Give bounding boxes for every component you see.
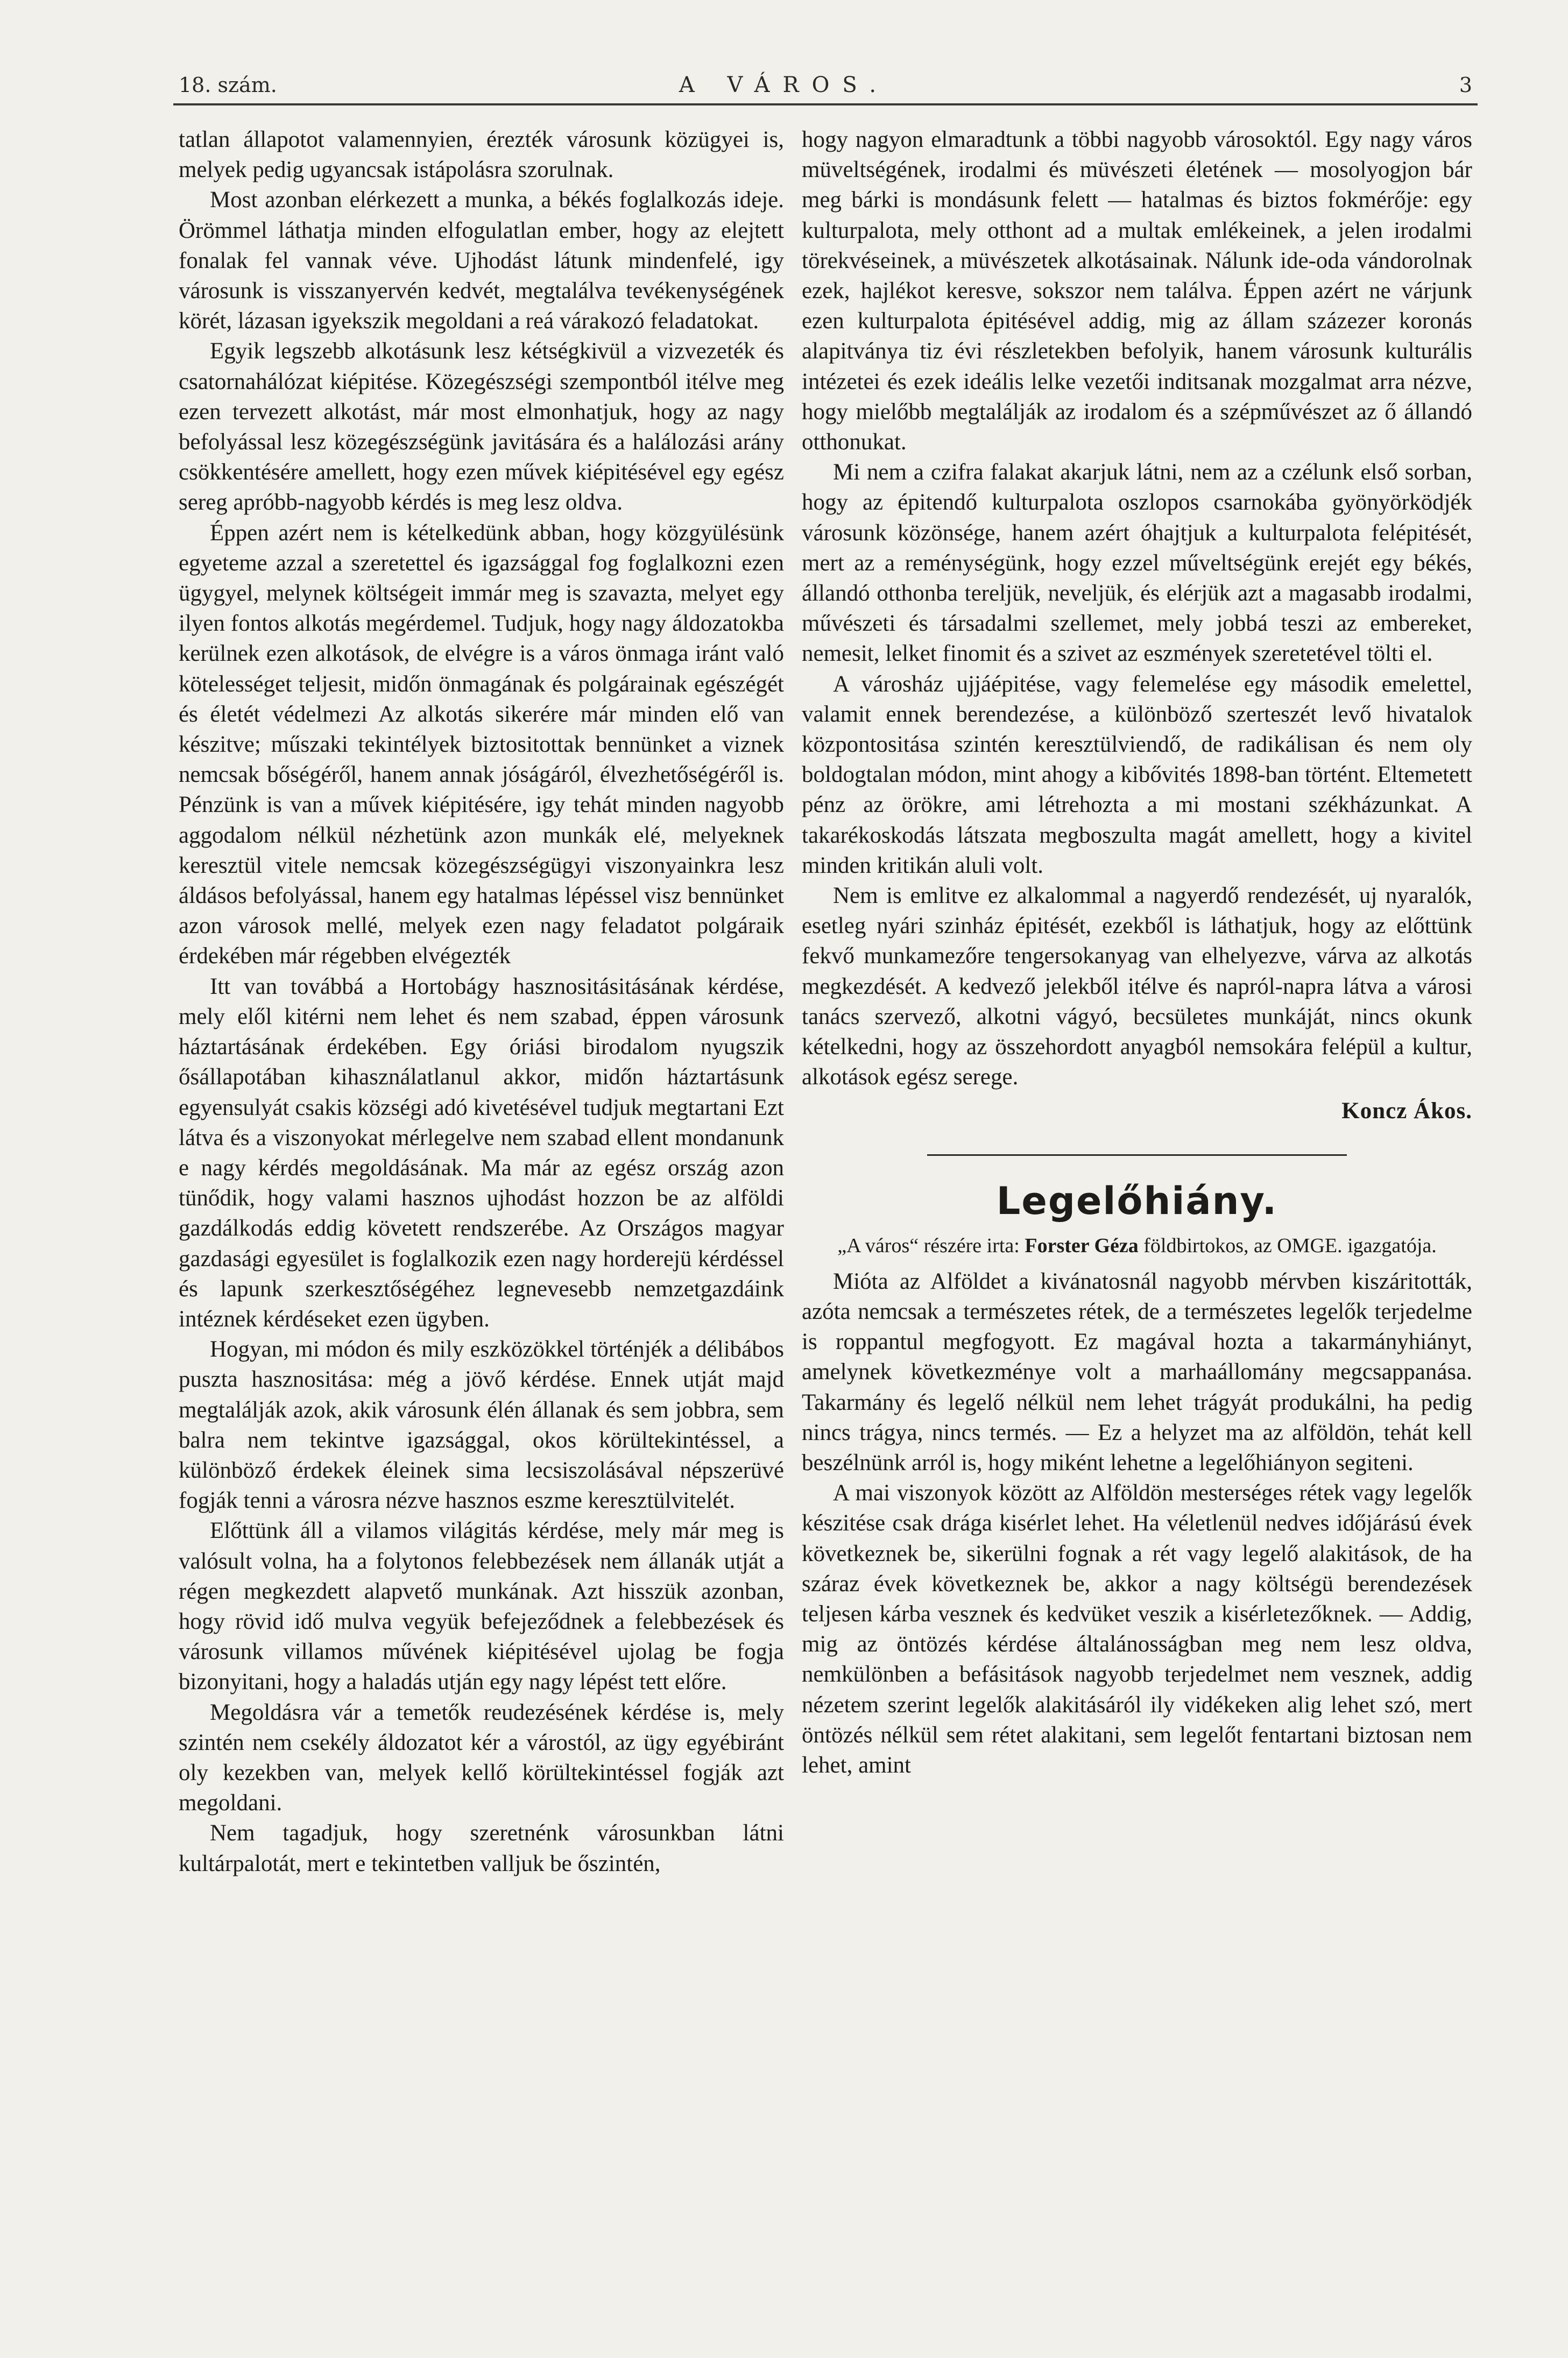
article-title: Legelőhiány. [996,1178,1278,1223]
left-paragraph: Itt van továbbá a Hortobágy hasznositásitásának kérdése, mely elől kitérni nem lehet és nem szabad, éppen városunk háztartásának érdekében. Egy óriási birodalom nyugszik ősállapotában kihasználatlanul akkor, midőn háztartásunk egyensulyát csakis községi adó kivetésével tudjuk megtartani Ezt látva és a viszonyokat mérlegelve nem szabad ellent mondanunk e nagy kérdés megoldásának. Ma már az egész ország azon tünődik, hogy valami hasznos ujhodást hozzon be az alföldi gazdálkodás eddig követett rendszerébe. Az Országos magyar gazdasági egyesület is foglalkozik ezen nagy horderejü kérdéssel és lapunk szerkesztőségéhez legnevesebb nemzetgazdáink intéznek kérdéseket ezen ügyben. [179,973,784,1332]
byline-author: Forster Géza [1025,1234,1139,1257]
left-paragraph: Megoldásra vár a temetők reudezésének kérdése is, mely szintén nem csekély áldozatot kér a várostól, az ügy egyébiránt oly kezekben van, melyek kellő körültekintéssel fogják azt megoldani. [179,1699,784,1816]
author-signature: Koncz Ákos. [1341,1098,1472,1124]
right-paragraph: Nem is emlitve ez alkalommal a nagyerdő rendezését, uj nyaralók, esetleg nyári szinház épitését, ezekből is láthatjuk, hogy az előttünk fekvő munkamezőre tengersokanyag van elhelyezve, várva az alkotás megkezdését. A kedvező jelekből itélve és napról-napra látva a városi tanács szervező, alkotni vágyó, becsületes munkáját, nincs okunk kételkedni, hogy az összehordott anyagból nemsokára felépül a kultur, alkotások egész serege. [802,883,1472,1090]
right-column [802,125,1472,1781]
page-number: 3 [1459,73,1472,97]
left-paragraph: Előttünk áll a vilamos világitás kérdése, mely már meg is valósult volna, ha a folytonos felebbezések nem állanák utját a régen megkezdett alapvető munkának. Azt hisszük azonban, hogy rövid idő mulva vegyük befejeződnek a felebbezések és városunk villamos művének kiépitésével ujolag be fogja bizonyitani, hogy a haladás utján egy nagy lépést tett előre. [179,1518,784,1695]
right-paragraph: A városház ujjáépitése, vagy felemelése egy második emelettel, valamit ennek berendezése, a különböző szerteszét levő hivatalok központositása szintén keresztülviendő, de radikálisan és nem oly boldogtalan módon, mint ahogy a kibővités 1898-ban történt. Eltemetett pénz az örökre, ami létrehozta a mi mostani székházunkat. A takarékoskodás látszata megboszulta magát amellett, hogy a kivitel minden kritikán aluli volt. [802,671,1472,878]
left-paragraph: Most azonban elérkezett a munka, a békés foglalkozás ideje. Örömmel láthatja minden elfogulatlan ember, hogy az elejtett fonalak fel vannak véve. Ujhodást látunk mindenfelé, igy városunk is visszanyervén kedvét, megtalálva tevékenységének körét, lázasan igyekszik megoldani a reá várakozó feladatokat. [179,187,784,334]
header-rule [173,103,1478,105]
masthead-title: A VÁROS. [679,73,889,97]
left-paragraph: Egyik legszebb alkotásunk lesz kétségkivül a vizvezeték és csatornahálózat kiépitése. Közegészségi szempontból itélve meg ezen tervezett alkotást, már most elmonhatjuk, hogy az nagy befolyással lesz közegészségünk javitására és a halálozási arány csökkentésére amellett, hogy ezen művek kiépitésével egy egész sereg apróbb-nagyobb kérdés is meg lesz oldva. [179,338,784,516]
byline-suffix: földbirtokos, az OMGE. igazgatója. [1143,1234,1437,1257]
right-paragraph: hogy nagyon elmaradtunk a többi nagyobb városoktól. Egy nagy város müveltségének, irodalmi és müvészeti életének — mosolyogjon bár meg bárki is mondásunk felett — hatalmas és biztos fokmérője: egy kulturpalota, mely otthont ad a multak emlékeinek, a jelen irodalmi törekvéseinek, a müvészetek alkotásainak. Nálunk ide-oda vándorolnak ezek, hajlékot keresve, sokszor nem találva. Éppen azért ne várjunk ezen kulturpalota épitésével addig, mig az állam százezer koronás alapitványa tiz évi részletekben befolyik, hanem városunk kulturális intézetei és ezek ideális lelke vezetői inditsanak mozgalmat arra nézve, hogy mielőbb megtalálják az irodalom és a szépművészet az ő állandó otthonukat. [802,127,1472,455]
article-separator [927,1154,1347,1156]
left-column [179,125,784,1879]
left-paragraph: tatlan állapotot valamennyien, érezték városunk közügyei is, melyek pedig ugyancsak istápolásra szorulnak. [179,127,784,183]
article-byline [802,1232,1472,1259]
right-paragraph: Mi nem a czifra falakat akarjuk látni, nem az a czélunk első sorban, hogy az épitendő kulturpalota oszlopos csarnokába gyönyörködjék városunk közönsége, hanem azért óhajtjuk a kulturpalota felépitését, mert az a reménységünk, hogy ezzel műveltségünk erejét egy békés, állandó otthonba tereljük, neveljük, és elérjük azt a magasabb irodalmi, művészeti és társadalmi szellemet, mely jobbá teszi az embereket, nemesit, lelket finomit és a szivet az eszmények szeretetével tölti el. [802,460,1472,667]
article-paragraph: A mai viszonyok között az Alföldön mesterséges rétek vagy legelők készitése csak drága kisérlet lehet. Ha véletlenül nedves időjárású évek következnek be, sikerülni fognak a rét vagy legelő alakitások, de ha száraz évek következnek be, akkor a nagy költségü berendezések teljesen kárba vesznek és kedvüket veszik a kisérletezőknek. — Addig, mig az öntözés kérdése általánosságban meg nem lesz oldva, nemkülönben a befásitások nagyobb terjedelmet nem vesznek, addig nézetem szerint legelők alakitásáról ily vidékeken alig lehet szó, mert öntözés nélkül sem rétet alakitani, sem legelőt fentartani biztosan nem lehet, amint [802,1480,1472,1778]
issue-number: 18. szám. [179,73,277,97]
left-paragraph: Nem tagadjuk, hogy szeretnénk városunkban látni kultárpalotát, mert e tekintetben valljuk be őszintén, [179,1820,784,1876]
left-paragraph: Hogyan, mi módon és mily eszközökkel történjék a délibábos puszta hasznositása: még a jövő kérdése. Ennek utját majd megtalálják azok, akik városunk élén állanak és sem jobbra, sem balra nem tekintve igazsággal, okos körültekintéssel, a különböző érdekek éleinek sima lecsiszolásával népszerüvé fogják tenni a városra nézve hasznos eszme keresztülvitelét. [179,1337,784,1514]
left-paragraph: Éppen azért nem is kételkedünk abban, hogy közgyülésünk egyeteme azzal a szeretettel és igazsággal fog foglalkozni ezen ügygyel, melynek költségeit immár meg is szavazta, melyet egy ilyen fontos alkotás megérdemel. Tudjuk, hogy nagy áldozatokba kerülnek ezen alkotások, de elvégre is a város önmaga iránt való kötelességet teljesit, midőn önmagának és polgárainak egészégét és életét védelmezi Az alkotás sikerére már minden elő van készitve; műszaki tekintélyek biztositottak bennünket a viznek nemcsak bőségéről, hanem annak jóságáról, élvezhetőségéről is. Pénzünk is van a művek kiépitésére, igy tehát minden nagyobb aggodalom nélkül nézhetünk azon munkák elé, melyeknek keresztül vitele nemcsak közegészségügyi viszonyainkra lesz áldásos befolyással, hanem egy hatalmas lépéssel visz bennünket azon városok mellé, melyek ezen nagy feladatot polgáraik érdekében már régebben elvégezték [179,520,784,969]
byline-prefix: „A város“ részére irta: [837,1234,1020,1257]
article-paragraph: Mióta az Alföldet a kivánatosnál nagyobb mérvben kiszáritották, azóta nemcsak a természetes rétek, de a természetes legelők terjedelme is roppantul megfogyott. Ez magával hozta a takarmányhiányt, amelynek következménye volt a marhaállomány megcsappanása. Takarmány és legelő nélkül nem lehet trágyát produkálni, ha pedig nincs trágya, nincs termés. — Ez a helyzet ma az alföldön, tehát kell beszélnünk arról is, hogy miként lehetne a legelőhiányon segiteni. [802,1268,1472,1475]
